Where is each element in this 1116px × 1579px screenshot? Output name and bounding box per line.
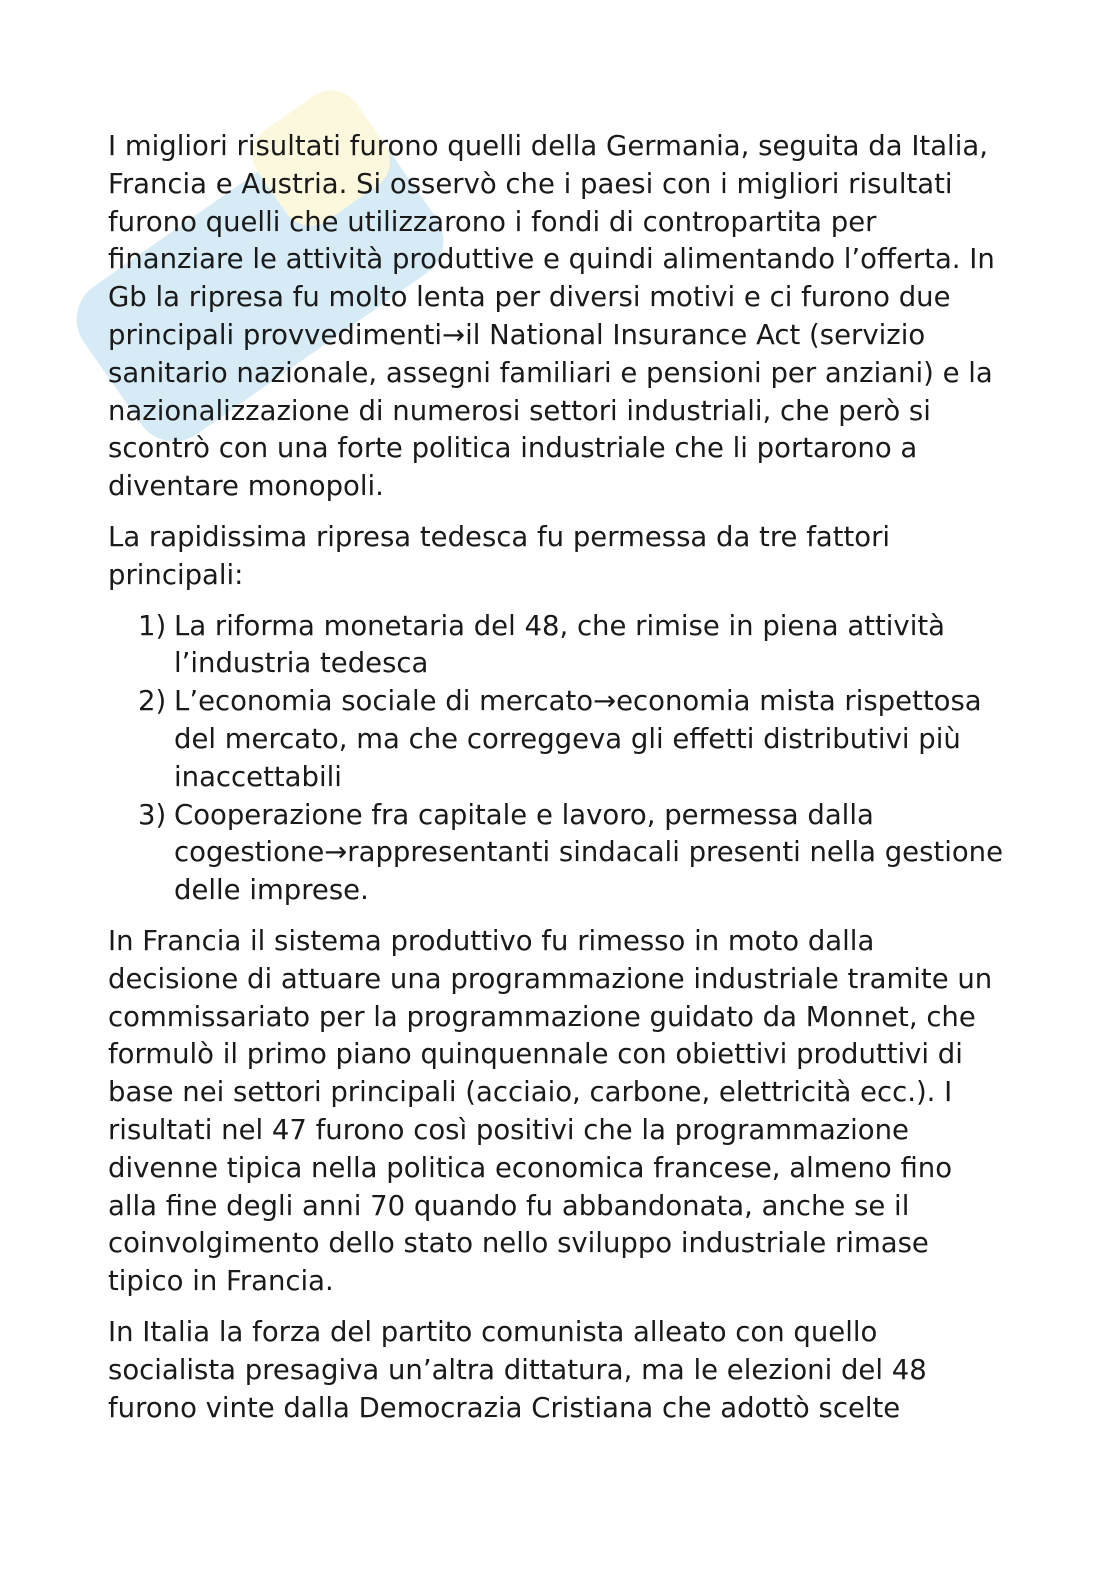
factors-list [108,608,1008,910]
list-item-number: 3) [138,798,167,831]
list-item-text: Cooperazione fra capitale e lavoro, permessa dalla cogestione→rappresentanti sindacali presenti nella gestione delle imprese. [174,798,1004,907]
list-item-number: 1) [138,609,167,642]
paragraph-german-recovery: La rapidissima ripresa tedesca fu permessa da tre fattori principali: [108,520,891,591]
list-item [108,797,1008,910]
list-item-number: 2) [138,685,167,718]
list-item [108,683,1008,796]
list-item-text: L’economia sociale di mercato→economia mista rispettosa del mercato, ma che correggeva gli effetti distributivi più inaccettabili [174,685,982,793]
paragraph-results: I migliori risultati furono quelli della Germania, seguita da Italia, Francia e Austria. Si osservò che i paesi con i migliori risultati furono quelli che utilizzarono i fondi di contropartita per finanziare le attività produttive e quindi alimentando l’offerta. In Gb la ripresa fu molto lenta per diversi motivi e ci furono due principali provvedimenti→il National Insurance Act (servizio sanitario nazionale, assegni familiari e pensioni per anziani) e la nazionalizzazione di numerosi settori industriali, che però si scontrò con una forte politica industriale che li portarono a diventare monopoli. [108,130,995,503]
list-item-text: La riforma monetaria del 48, che rimise in piena attività l’industria tedesca [174,609,945,680]
paragraph-italy: In Italia la forza del partito comunista alleato con quello socialista presagiva un’altra dittatura, ma le elezioni del 48 furono vinte dalla Democrazia Cristiana che adottò scelte [108,1315,927,1424]
list-item [108,608,1008,684]
document-body [108,128,1008,1440]
paragraph-france: In Francia il sistema produttivo fu rimesso in moto dalla decisione di attuare una programmazione industriale tramite un commissariato per la programmazione guidato da Monnet, che formulò il primo piano quinquennale con obiettivi produttivi di base nei settori principali (acciaio, carbone, elettricità ecc.). I risultati nel 47 furono così positivi che la programmazione divenne tipica nella politica economica francese, almeno fino alla fine degli anni 70 quando fu abbandonata, anche se il coinvolgimento dello stato nello sviluppo industriale rimase tipico in Francia. [108,924,993,1298]
